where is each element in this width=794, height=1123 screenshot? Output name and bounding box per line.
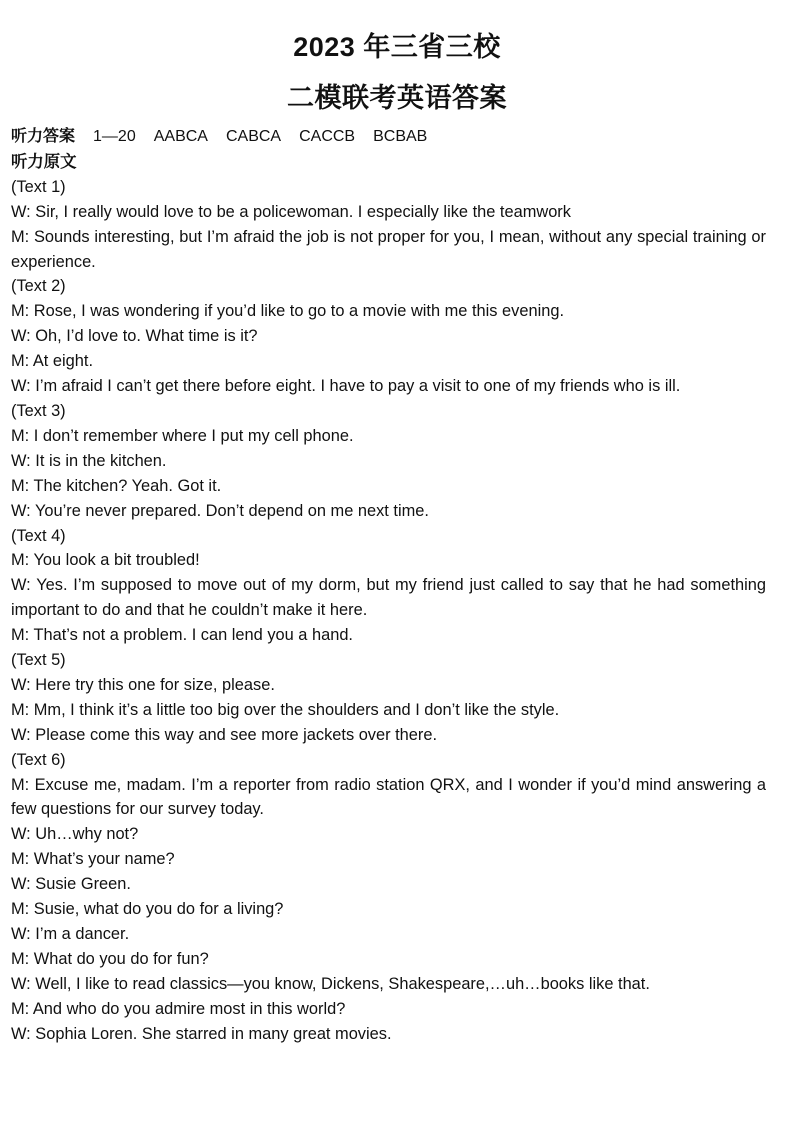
section-label: (Text 4) [11,526,66,545]
dialogue-line: M: What do you do for fun? [11,949,209,968]
dialogue-line: W: Susie Green. [11,875,131,894]
dialogue-line: W: Yes. I’m supposed to move out of my dorm, but my friend just called to say that he had something important to do and that he couldn’t make it here. [11,576,766,620]
answer-group: AABCA [153,128,208,145]
answer-group: CABCA [225,128,282,145]
dialogue-line: W: It is in the kitchen. [11,451,167,470]
dialogue-line: W: I’m a dancer. [11,925,130,943]
dialogue-line: W: Well, I like to read classics—you know, Dickens, Shakespeare,…uh…books like that. [11,974,650,993]
dialogue-line: W: Oh, I’d love to. What time is it? [11,327,258,346]
dialogue-line: M: You look a bit troubled! [11,551,200,570]
document-body [11,125,766,1047]
dialogue-line: M: The kitchen? Yeah. Got it. [11,476,222,495]
transcript-heading: 听力原文 [11,152,77,171]
dialogue-line: W: Sir, I really would love to be a policewoman. I especially like the teamwork [11,202,571,221]
dialogue-line: M: Excuse me, madam. I’m a reporter from radio station QRX, and I wonder if you’d mind answering a few questions for our survey today. [11,775,766,819]
dialogue-line: W: I’m afraid I can’t get there before eight. I have to pay a visit to one of my friends who is ill. [11,377,681,396]
dialogue-line: M: Susie, what do you do for a living? [11,900,284,919]
dialogue-line: M: And who do you admire most in this world? [11,999,346,1018]
dialogue-line: M: Sounds interesting, but I’m afraid the job is not proper for you, I mean, without any special training or experience. [11,227,766,271]
dialogue-line: M: I don’t remember where I put my cell phone. [11,426,354,445]
dialogue-line: W: Please come this way and see more jackets over there. [11,725,438,744]
page-title: 2023 年三省三校 [293,32,501,62]
dialogue-line: M: Rose, I was wondering if you’d like to go to a movie with me this evening. [11,302,564,321]
dialogue-line: M: At eight. [11,352,93,371]
answers-range: 1—20 [93,128,136,145]
section-label: (Text 2) [11,277,66,296]
answers-label: 听力答案 [11,128,76,145]
dialogue-line: W: Sophia Loren. She starred in many great movies. [11,1024,392,1043]
section-label: (Text 5) [11,651,66,670]
section-label: (Text 3) [11,401,66,420]
answer-group: BCBAB [373,128,428,145]
dialogue-line: M: That’s not a problem. I can lend you a hand. [11,626,353,645]
section-label: (Text 6) [11,750,66,769]
page-subtitle: 二模联考英语答案 [287,83,507,113]
answer-group: CACCB [299,128,356,145]
dialogue-line: M: What’s your name? [11,850,175,869]
section-label: (Text 1) [11,177,66,196]
dialogue-line: M: Mm, I think it’s a little too big over the shoulders and I don’t like the style. [11,700,560,719]
dialogue-line: W: Here try this one for size, please. [11,675,275,694]
dialogue-line: W: Uh…why not? [11,825,139,844]
dialogue-line: W: You’re never prepared. Don’t depend on me next time. [11,501,429,520]
listening-answers [11,125,766,150]
